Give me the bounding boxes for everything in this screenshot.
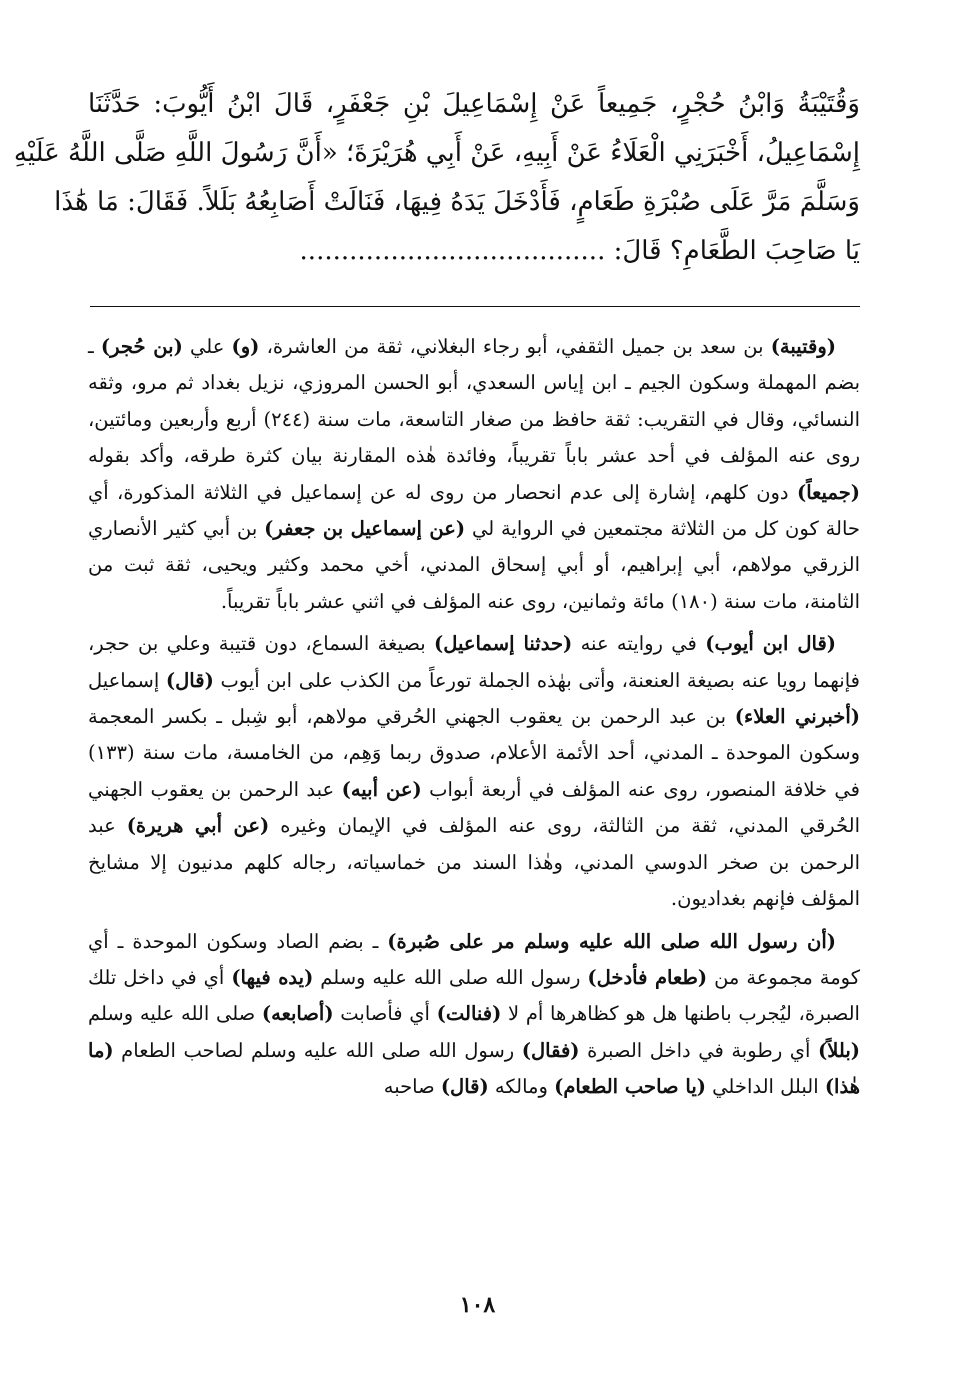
hadith-line-last bbox=[88, 227, 860, 276]
quoted-matn-term: (فقال) bbox=[521, 1038, 580, 1062]
commentary-text: بن سعد بن جميل الثقفي، أبو رجاء البغلاني، ثقة من العاشرة، bbox=[259, 335, 771, 358]
commentary-text: في روايته عنه bbox=[572, 632, 706, 656]
quoted-matn-term: (حدثنا إسماعيل) bbox=[434, 632, 573, 656]
commentary-text: عبد الرحمن بن صخر الدوسي المدني، وهٰذا السند من خماسياته، رجاله كلهم مدنيون إلا مشايخ المؤلف فإنهم بغداديون. bbox=[88, 814, 860, 911]
quoted-matn-term: (قال) bbox=[440, 1075, 489, 1099]
commentary-text: علي bbox=[182, 335, 232, 358]
hadith-line: وَقُتَيْبَةُ وَابْنُ حُجْرٍ، جَمِيعاً عَنْ إِسْمَاعِيلَ بْنِ جَعْفَرٍ، قَالَ ابْنُ أَيُّوبَ: حَدَّثَنَا bbox=[88, 89, 860, 119]
page-content bbox=[13, 80, 861, 1106]
quoted-matn-term: (وقتيبة) bbox=[770, 335, 836, 358]
commentary-text: ـ بضم المهملة وسكون الجيم ـ ابن إياس السعدي، أبو الحسن المروزي، نزيل بغداد ثم مرو، وثقه النسائي، وقال في التقريب: ثقة حافظ من صغار التاسعة، مات سنة (٢٤٤) أربع وأربعين ومائتين، روى عنه المؤلف في أحد عشر باباً تقريباً، وفائدة هٰذه المقارنة بيان كثرة طرقه، وأكد بقوله bbox=[88, 335, 860, 468]
hadith-line: وَسَلَّمَ مَرَّ عَلَى صُبْرَةِ طَعَامٍ، فَأَدْخَلَ يَدَهُ فِيهَا، فَنَالَتْ أَصَابِعُهُ بَلَلاً. فَقَالَ: مَا هَٰذَا bbox=[54, 187, 860, 217]
quoted-matn-term: (جميعاً) bbox=[796, 480, 860, 504]
quoted-matn-term: (عن أبيه) bbox=[341, 777, 422, 801]
quoted-matn-term: (أخبرني العلاء) bbox=[734, 705, 860, 729]
hadith-line-text: يَا صَاحِبَ الطَّعَامِ؟ قَالَ: bbox=[613, 236, 860, 266]
commentary bbox=[88, 329, 860, 1106]
hadith-text bbox=[13, 80, 860, 276]
quoted-matn-term: (فنالت) bbox=[436, 1002, 502, 1026]
quoted-matn-term: (يده فيها) bbox=[231, 965, 314, 989]
commentary-text: ـ بضم الصاد وسكون الموحدة ـ أي كومة مجموعة من bbox=[88, 929, 861, 989]
quoted-matn-term: (بللاً) bbox=[818, 1038, 860, 1062]
quoted-matn-term: (عن أبي هريرة) bbox=[126, 814, 270, 838]
quoted-matn-term: (طعام فأدخل) bbox=[587, 965, 708, 989]
commentary-text: عبد الرحمن بن يعقوب الجهني الحُرقي المدني، ثقة من الثالثة، روى عنه المؤلف في الإيمان وغيره bbox=[88, 777, 860, 838]
separator-rule bbox=[90, 306, 860, 307]
commentary-text: ومالكه bbox=[488, 1075, 555, 1099]
commentary-text: رسول الله صلى الله عليه وسلم bbox=[313, 965, 588, 989]
commentary-text: بصيغة السماع، دون قتيبة وعلي بن حجر، فإنهما رويا عنه بصيغة العنعنة، وأتى بهٰذه الجملة تورعاً من الكذب على ابن أيوب bbox=[88, 632, 860, 692]
quoted-matn-term: (بن حُجر) bbox=[100, 335, 183, 358]
quoted-matn-term: (قال ابن أيوب) bbox=[705, 632, 836, 656]
commentary-text: بن أبي كثير الأنصاري الزرقي مولاهم، أبي إبراهيم، أو أبي إسحاق المدني، أخي محمد وكثير ويحيى، ثقة ثبت من الثامنة، مات سنة (١٨٠) مائة وثمانين، روى عنه المؤلف في اثني عشر باباً تقريباً. bbox=[88, 517, 860, 613]
quoted-matn-term: (عن إسماعيل بن جعفر) bbox=[264, 517, 466, 541]
commentary-text: رسول الله صلى الله عليه وسلم لصاحب الطعام bbox=[113, 1038, 522, 1062]
commentary-text: البلل الداخلي bbox=[705, 1075, 825, 1099]
commentary-text: صلى الله عليه وسلم bbox=[88, 1002, 262, 1026]
commentary-paragraph bbox=[88, 626, 860, 917]
page-number: ١٠٨ bbox=[459, 1292, 496, 1318]
quoted-matn-term: (و) bbox=[231, 335, 260, 358]
commentary-text: أي رطوبة في داخل الصبرة bbox=[579, 1038, 819, 1062]
quoted-matn-term: (قال) bbox=[165, 668, 214, 692]
commentary-paragraph bbox=[88, 329, 860, 620]
quoted-matn-term: (يا صاحب الطعام) bbox=[554, 1075, 706, 1099]
commentary-text: صاحبه bbox=[383, 1075, 441, 1099]
commentary-text: بن عبد الرحمن بن يعقوب الجهني الحُرقي مولاهم، أبو شِبل ـ بكسر المعجمة وسكون الموحدة ـ المدني، أحد الأئمة الأعلام، صدوق ربما وَهِم، من الخامسة، مات سنة (١٣٣) في خلافة المنصور، روى عنه المؤلف في أربعة أبواب bbox=[88, 705, 860, 801]
quoted-matn-term: (ما هٰذا) bbox=[88, 1038, 860, 1099]
quoted-matn-term: (أن رسول الله صلى الله عليه وسلم مر على صُبرة) bbox=[387, 929, 836, 953]
hadith-line: إِسْمَاعِيلُ، أَخْبَرَنِي الْعَلَاءُ عَنْ أَبِيهِ، عَنْ أَبِي هُرَيْرَةَ؛ «أَنَّ رَسُولَ اللَّهِ صَلَّى اللَّهُ عَلَيْهِ bbox=[13, 138, 860, 168]
quoted-matn-term: (أصابعه) bbox=[261, 1002, 334, 1026]
commentary-paragraph bbox=[88, 924, 860, 1106]
commentary-text: إسماعيل bbox=[88, 668, 166, 692]
commentary-text: أي في داخل تلك الصبرة، ليُجرب باطنها هل هو كظاهرها أم لا bbox=[88, 965, 860, 1026]
commentary-text: دون كلهم، إشارة إلى عدم انحصار من روى له عن إسماعيل في الثلاثة المذكورة، أي حالة كون كل من الثلاثة مجتمعين في الرواية لي bbox=[88, 480, 860, 541]
commentary-text: أي فأصابت bbox=[333, 1002, 437, 1026]
ellipsis-dots: ..................................... bbox=[299, 236, 606, 266]
